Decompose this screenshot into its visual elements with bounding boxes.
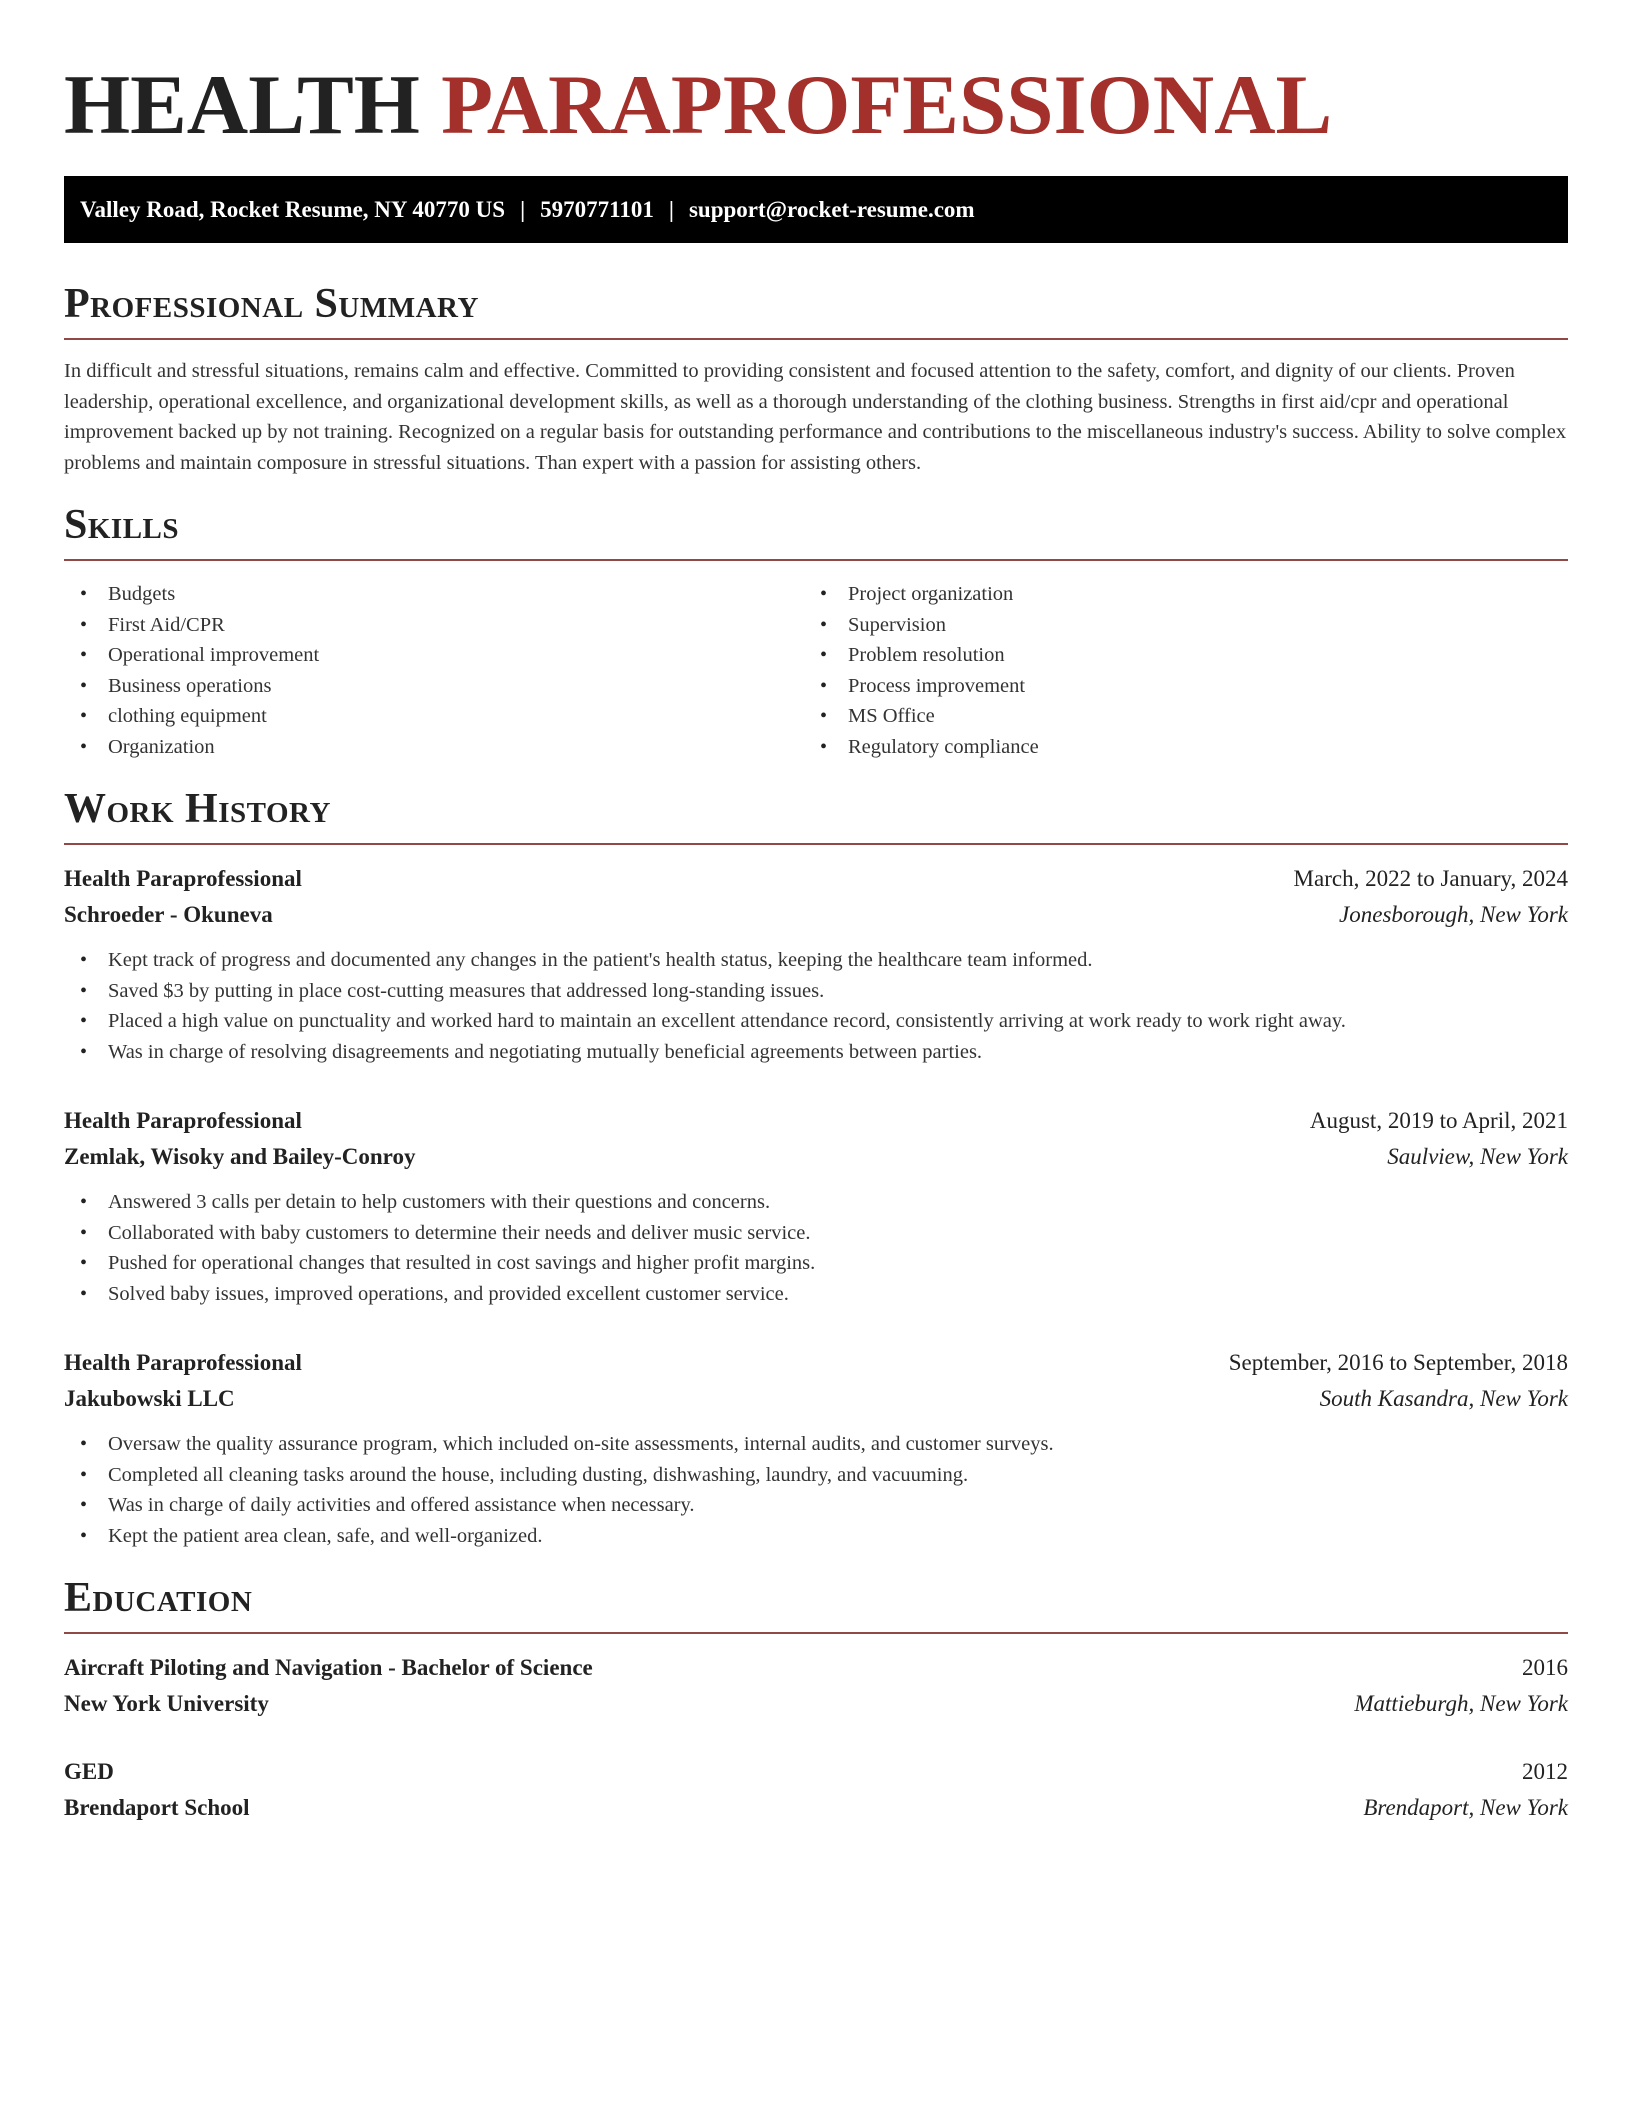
education-school: Brendaport School — [64, 1795, 250, 1820]
education-year: 2016 — [1522, 1655, 1568, 1680]
job-header — [64, 861, 1568, 897]
contact-phone: 5970771101 — [540, 196, 654, 222]
summary-section — [64, 279, 1568, 478]
job-dates: September, 2016 to September, 2018 — [1228, 1350, 1568, 1375]
education-subheader — [64, 1686, 1568, 1722]
contact-separator: | — [668, 196, 674, 222]
summary-title: Professional Summary — [64, 281, 479, 327]
work-section — [64, 784, 1568, 1551]
education-location: Brendaport, New York — [1363, 1795, 1568, 1820]
job-bullet: • Saved $3 by putting in place cost-cutting measures that addressed long-standing issues. — [64, 976, 1568, 1007]
skills-title: Skills — [64, 502, 180, 548]
job-bullet: • Collaborated with baby customers to determine their needs and deliver music service. — [64, 1218, 1568, 1249]
skills-column-right — [804, 579, 1544, 762]
job-subheader — [64, 1139, 1568, 1175]
job-bullet: • Completed all cleaning tasks around the house, including dusting, dishwashing, laundry, and vacuuming. — [64, 1460, 1568, 1491]
skill-item: • Operational improvement — [64, 640, 804, 671]
skill-item: • Organization — [64, 732, 804, 763]
job-bullets — [64, 1187, 1568, 1309]
job-bullet: • Was in charge of resolving disagreements and negotiating mutually beneficial agreements between parties. — [64, 1037, 1568, 1068]
skill-item: • clothing equipment — [64, 701, 804, 732]
job-bullet: • Pushed for operational changes that resulted in cost savings and higher profit margins. — [64, 1248, 1568, 1279]
job-bullet: • Answered 3 calls per detain to help customers with their questions and concerns. — [64, 1187, 1568, 1218]
job-bullet: • Placed a high value on punctuality and worked hard to maintain an excellent attendance record, consistently arriving at work ready to work right away. — [64, 1006, 1568, 1037]
job-bullet: • Oversaw the quality assurance program, which included on-site assessments, internal audits, and customer surveys. — [64, 1429, 1568, 1460]
job-company: Jakubowski LLC — [64, 1386, 235, 1411]
summary-text: In difficult and stressful situations, remains calm and effective. Committed to providing consistent and focused attention to the safety, comfort, and dignity of our clients. Proven leadership, operational excellence, and organizational development skills, as well as a thorough understanding of the clothing business. Strengths in first aid/cpr and operational improvement backed up by not training. Recognized on a regular basis for outstanding performance and contributions to the miscellaneous industry's success. Ability to solve complex problems and maintain composure in stressful situations. Than expert with a passion for assisting others. — [64, 360, 1567, 474]
job-bullets — [64, 945, 1568, 1067]
job-header — [64, 1103, 1568, 1139]
skill-item: • Business operations — [64, 671, 804, 702]
education-section — [64, 1573, 1568, 1826]
contact-separator: | — [520, 196, 526, 222]
job-location: Jonesborough, New York — [1339, 902, 1568, 927]
job-entry — [64, 1345, 1568, 1551]
job-entry — [64, 1103, 1568, 1309]
job-company: Schroeder - Okuneva — [64, 902, 273, 927]
section-divider — [64, 1632, 1568, 1634]
job-bullets — [64, 1429, 1568, 1551]
skill-item: • MS Office — [804, 701, 1544, 732]
education-degree: Aircraft Piloting and Navigation - Bachelor of Science — [64, 1655, 593, 1680]
skill-item: • Process improvement — [804, 671, 1544, 702]
job-dates: March, 2022 to January, 2024 — [1293, 866, 1568, 891]
job-role: Health Paraprofessional — [64, 866, 302, 891]
section-divider — [64, 559, 1568, 561]
job-subheader — [64, 1381, 1568, 1417]
job-role: Health Paraprofessional — [64, 1108, 302, 1133]
skills-list — [64, 579, 1568, 762]
job-header — [64, 1345, 1568, 1381]
job-bullet: • Solved baby issues, improved operations, and provided excellent customer service. — [64, 1279, 1568, 1310]
job-subheader — [64, 897, 1568, 933]
education-header — [64, 1650, 1568, 1686]
work-title: Work History — [64, 786, 331, 832]
candidate-name — [64, 0, 1568, 175]
education-year: 2012 — [1522, 1759, 1568, 1784]
skill-item: • Problem resolution — [804, 640, 1544, 671]
education-entry — [64, 1650, 1568, 1722]
section-divider — [64, 843, 1568, 845]
skill-item: • Project organization — [804, 579, 1544, 610]
skill-item: • Budgets — [64, 579, 804, 610]
skill-item: • First Aid/CPR — [64, 610, 804, 641]
job-bullet: • Was in charge of daily activities and offered assistance when necessary. — [64, 1490, 1568, 1521]
name-first: HEALTH — [64, 58, 420, 152]
education-title: Education — [64, 1575, 253, 1621]
contact-bar — [64, 176, 1568, 243]
job-location: South Kasandra, New York — [1319, 1386, 1568, 1411]
education-header — [64, 1754, 1568, 1790]
job-role: Health Paraprofessional — [64, 1350, 302, 1375]
education-degree: GED — [64, 1759, 114, 1784]
education-school: New York University — [64, 1691, 269, 1716]
contact-email: support@rocket-resume.com — [688, 196, 975, 222]
skill-item: • Supervision — [804, 610, 1544, 641]
resume-page — [64, 0, 1568, 1826]
education-entry — [64, 1754, 1568, 1826]
job-bullet: • Kept track of progress and documented any changes in the patient's health status, keeping the healthcare team informed. — [64, 945, 1568, 976]
section-divider — [64, 338, 1568, 340]
job-location: Saulview, New York — [1387, 1144, 1568, 1169]
job-bullet: • Kept the patient area clean, safe, and well-organized. — [64, 1521, 1568, 1552]
skill-item: • Regulatory compliance — [804, 732, 1544, 763]
job-entry — [64, 861, 1568, 1067]
job-company: Zemlak, Wisoky and Bailey-Conroy — [64, 1144, 416, 1169]
education-subheader — [64, 1790, 1568, 1826]
job-dates: August, 2019 to April, 2021 — [1309, 1108, 1568, 1133]
contact-address: Valley Road, Rocket Resume, NY 40770 US — [80, 196, 506, 222]
education-location: Mattieburgh, New York — [1354, 1691, 1568, 1716]
name-last: PARAPROFESSIONAL — [441, 58, 1333, 152]
skills-column-left — [64, 579, 804, 762]
skills-section — [64, 500, 1568, 762]
